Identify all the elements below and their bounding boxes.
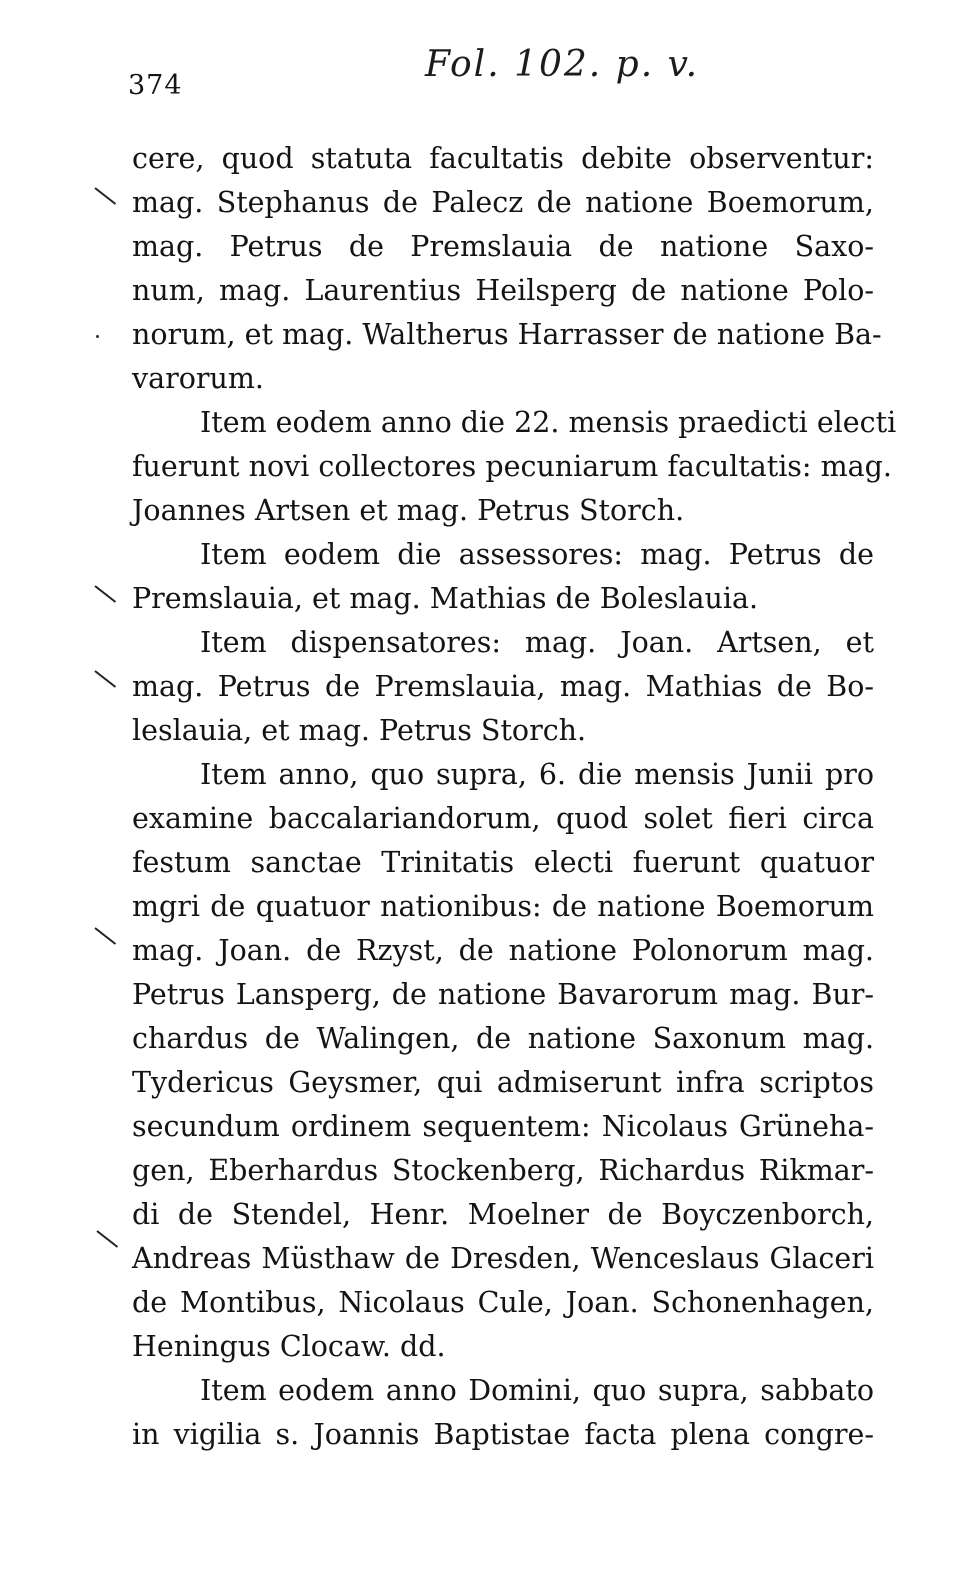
text-line: Item anno, quo supra, 6. die mensis Junii pro [200,758,874,791]
text-line: mag. Stephanus de Palecz de natione Boemorum, [132,186,874,219]
margin-check-mark [94,585,116,603]
text-line: di de Stendel, Henr. Moelner de Boyczenborch, [132,1198,874,1231]
page-number: 374 [128,70,183,101]
text-line: mag. Petrus de Premslauia de natione Saxo- [132,230,874,263]
text-line: norum, et mag. Waltherus Harrasser de natione Ba- [132,318,882,351]
text-line: festum sanctae Trinitatis electi fuerunt quatuor [132,846,874,879]
text-line: Item eodem anno Domini, quo supra, sabbato [200,1374,874,1407]
text-line: mag. Petrus de Premslauia, mag. Mathias de Bo- [132,670,874,703]
text-line: Item eodem anno die 22. mensis praedicti electi [200,406,897,439]
text-line: Joannes Artsen et mag. Petrus Storch. [132,494,685,527]
text-line: de Montibus, Nicolaus Cule, Joan. Schonenhagen, [132,1286,874,1319]
text-line: fuerunt novi collectores pecuniarum facultatis: mag. [132,450,892,483]
text-line: Andreas Müsthaw de Dresden, Wenceslaus Glaceri [132,1242,874,1275]
text-line: mgri de quatuor nationibus: de natione Boemorum [132,890,874,923]
margin-dot [96,335,99,338]
margin-check-mark [94,187,116,205]
text-line: mag. Joan. de Rzyst, de natione Polonorum mag. [132,934,874,967]
text-line: Premslauia, et mag. Mathias de Boleslauia. [132,582,759,615]
text-line: cere, quod statuta facultatis debite observentur: [132,142,874,175]
text-line: Tydericus Geysmer, qui admiserunt infra scriptos [132,1066,874,1099]
text-line: Petrus Lansperg, de natione Bavarorum mag. Bur- [132,978,874,1011]
text-line: secundum ordinem sequentem: Nicolaus Grüneha- [132,1110,874,1143]
text-line: Heningus Clocaw. dd. [132,1330,446,1363]
handwritten-folio-annotation: Fol. 102. p. v. [425,44,700,85]
margin-check-mark [96,1230,118,1248]
margin-check-mark [94,670,116,688]
text-line: chardus de Walingen, de natione Saxonum mag. [132,1022,874,1055]
text-line: leslauia, et mag. Petrus Storch. [132,714,587,747]
text-line: num, mag. Laurentius Heilsperg de natione Polo- [132,274,874,307]
margin-check-mark [94,927,116,945]
text-line: Item eodem die assessores: mag. Petrus de [200,538,874,571]
text-line: gen, Eberhardus Stockenberg, Richardus Rikmar- [132,1154,874,1187]
text-line: varorum. [132,362,264,395]
text-line: in vigilia s. Joannis Baptistae facta plena congre- [132,1418,874,1451]
text-line: Item dispensatores: mag. Joan. Artsen, et [200,626,874,659]
text-line: examine baccalariandorum, quod solet fieri circa [132,802,874,835]
